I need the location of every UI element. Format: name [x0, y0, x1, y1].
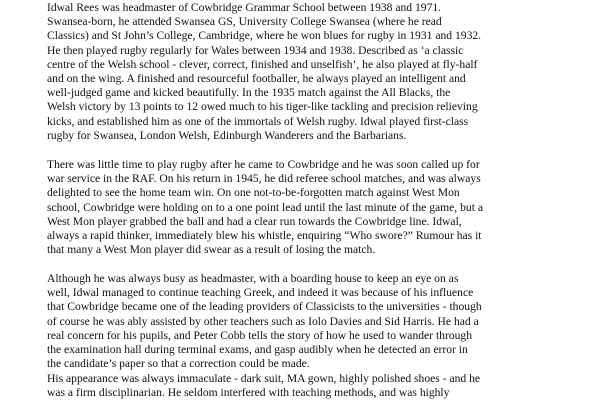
text-line: Swansea-born, he attended Swansea GS, University College Swansea (where he read — [47, 15, 442, 29]
text-line: Although he was always busy as headmaster, with a boarding house to keep an eye on as — [47, 272, 459, 285]
paragraph-teaching — [47, 272, 547, 371]
text-line: Welsh victory by 13 points to 12 owed much to his tiger-like tackling and precision relieving — [47, 100, 478, 114]
text-line: kicks, and established him as one of the immortals of Welsh rugby. Idwal played first-class — [47, 114, 469, 128]
text-line: Classics) and St John’s College, Cambridge, where he won blues for rugby in 1931 and 1932. — [47, 29, 482, 43]
text-line: There was little time to play rugby after he came to Cowbridge and he was soon called up for — [47, 158, 480, 171]
text-line: well, Idwal managed to continue teaching Greek, and indeed it was because of his influence — [47, 286, 474, 300]
text-line: of course he was ably assisted by other teachers such as Iolo Davies and Sid Harris. He had a — [47, 314, 479, 328]
paragraph-referee-story — [47, 158, 547, 257]
text-line: well-judged game and kicked beautifully. In the 1935 match against the All Blacks, the — [47, 86, 451, 100]
paragraph-biography — [47, 1, 547, 143]
text-line: always a rapid thinker, immediately blew his whistle, enquiring “Who swore?” Rumour has it — [47, 228, 482, 242]
text-line: and on the wing. A finished and resourceful footballer, he always played an intelligent and — [47, 71, 466, 85]
text-line: centre of the Welsh school - clever, correct, finished and unselfish’, he also played at fly-half — [47, 57, 478, 71]
text-line: delighted to see the home team win. On one not-to-be-forgotten match against West Mon — [47, 186, 460, 200]
text-line: Idwal Rees was headmaster of Cowbridge Grammar School between 1938 and 1971. — [47, 1, 442, 14]
text-line: rugby for Swansea, London Welsh, Edinburgh Wanderers and the Barbarians. — [47, 128, 407, 142]
text-line: was a firm disciplinarian. He seldom interfered with teaching methods, and was highly — [47, 386, 450, 400]
text-line: the examination hall during terminal exams, and gasp audibly when he detected an error in — [47, 342, 468, 356]
text-line: real concern for his pupils, and Peter Cobb tells the story of how he used to wander through — [47, 328, 473, 342]
text-line: that Cowbridge became one of the leading providers of Classicists to the universities - though — [47, 300, 482, 314]
paragraph-appearance — [47, 372, 547, 400]
text-line: He then played rugby regularly for Wales between 1934 and 1938. Described as ‘a classic — [47, 43, 464, 57]
text-line: war service in the RAF. On his return in 1945, he did referee school matches, and was always — [47, 172, 481, 186]
text-line: the candidate’s paper so that a correction could be made. — [47, 357, 310, 371]
text-line: that many a West Mon player did swear as a result of losing the match. — [47, 243, 376, 257]
text-line: His appearance was always immaculate - dark suit, MA gown, highly polished shoes - and he — [47, 372, 481, 385]
text-line: school, Cowbridge were holding on to a one point lead until the last minute of the game, but a — [47, 200, 483, 214]
text-line: West Mon player grabbed the ball and had a clear run towards the Cowbridge line. Idwal, — [47, 214, 462, 228]
